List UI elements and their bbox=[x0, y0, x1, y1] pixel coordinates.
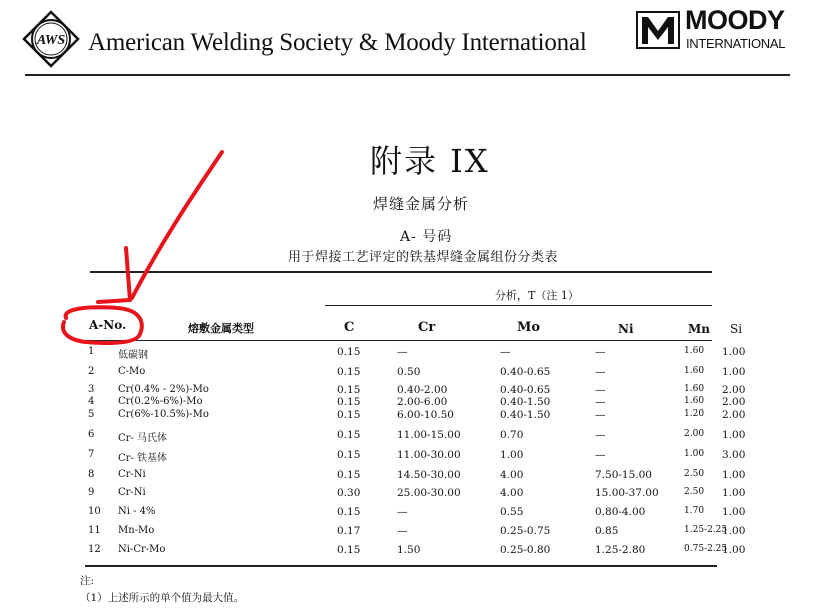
table-caption: 用于焊接工艺评定的铁基焊缝金属组份分类表 bbox=[288, 250, 559, 265]
cell-ni: — bbox=[595, 366, 606, 378]
cell-metal-type: Ni-Cr-Mo bbox=[118, 544, 166, 555]
cell-mn: 1.20 bbox=[684, 409, 705, 419]
cell-metal-type: Cr- 马氏体 bbox=[118, 433, 167, 444]
cell-ni: 0.80-4.00 bbox=[595, 506, 646, 518]
cell-a-number: 11 bbox=[88, 525, 101, 536]
cell-c: 0.15 bbox=[337, 544, 361, 556]
section-subtitle: 焊缝金属分析 bbox=[373, 195, 470, 213]
cell-metal-type: Cr(6%-10.5%)-Mo bbox=[118, 409, 209, 420]
cell-si: 2.00 bbox=[722, 384, 746, 396]
cell-ni: — bbox=[595, 449, 606, 461]
cell-mn: 2.50 bbox=[684, 469, 705, 479]
cell-c: 0.15 bbox=[337, 409, 361, 421]
cell-metal-type: C-Mo bbox=[118, 366, 146, 377]
cell-si: 2.00 bbox=[722, 396, 746, 408]
col-metal-type: 熔敷金属类型 bbox=[188, 322, 254, 335]
cell-ni: — bbox=[595, 409, 606, 421]
cell-a-number: 3 bbox=[88, 384, 95, 395]
header-divider bbox=[25, 74, 790, 76]
cell-a-number: 2 bbox=[88, 366, 95, 377]
cell-si: 1.00 bbox=[722, 506, 746, 518]
cell-mo: 0.25-0.80 bbox=[500, 544, 551, 556]
cell-mo: 1.00 bbox=[500, 449, 524, 461]
cell-si: 1.00 bbox=[722, 487, 746, 499]
cell-ni: — bbox=[595, 384, 606, 396]
col-c: C bbox=[344, 320, 355, 335]
cell-si: 1.00 bbox=[722, 366, 746, 378]
cell-mo: 0.40-0.65 bbox=[500, 366, 551, 378]
cell-mo: 4.00 bbox=[500, 487, 524, 499]
cell-cr: — bbox=[397, 525, 408, 537]
cell-si: 1.00 bbox=[722, 525, 746, 537]
cell-mo: 0.40-0.65 bbox=[500, 384, 551, 396]
moody-wordmark: MOODY bbox=[685, 5, 785, 35]
cell-c: 0.15 bbox=[337, 429, 361, 441]
cell-metal-type: Cr- 铁基体 bbox=[118, 453, 167, 464]
cell-mo: — bbox=[500, 346, 511, 358]
note-1: （1）上述所示的单个值为最大值。 bbox=[80, 592, 245, 604]
moody-subtitle: INTERNATIONAL bbox=[686, 36, 786, 51]
cell-c: 0.15 bbox=[337, 396, 361, 408]
cell-metal-type: Ni - 4% bbox=[118, 506, 156, 517]
cell-c: 0.15 bbox=[337, 384, 361, 396]
cell-cr: 1.50 bbox=[397, 544, 421, 556]
cell-metal-type: Cr(0.2%-6%)-Mo bbox=[118, 396, 203, 407]
header-title: American Welding Society & Moody International bbox=[88, 29, 587, 56]
cell-si: 1.00 bbox=[722, 469, 746, 481]
cell-mn: 1.60 bbox=[684, 346, 705, 356]
cell-c: 0.15 bbox=[337, 346, 361, 358]
cell-a-number: 8 bbox=[88, 469, 95, 480]
cell-c: 0.15 bbox=[337, 506, 361, 518]
cell-mo: 0.25-0.75 bbox=[500, 525, 551, 537]
cell-ni: — bbox=[595, 396, 606, 408]
cell-mo: 0.70 bbox=[500, 429, 524, 441]
cell-mo: 0.55 bbox=[500, 506, 524, 518]
cell-cr: 0.40-2.00 bbox=[397, 384, 448, 396]
header-bottom-rule bbox=[85, 340, 712, 341]
cell-a-number: 5 bbox=[88, 409, 95, 420]
aws-logo-icon bbox=[22, 10, 80, 68]
cell-si: 1.00 bbox=[722, 346, 746, 358]
cell-metal-type: Cr-Ni bbox=[118, 487, 146, 498]
cell-c: 0.15 bbox=[337, 469, 361, 481]
cell-cr: 6.00-10.50 bbox=[397, 409, 454, 421]
analysis-rule bbox=[325, 305, 712, 306]
cell-cr: — bbox=[397, 506, 408, 518]
cell-a-number: 6 bbox=[88, 429, 95, 440]
cell-ni: 0.85 bbox=[595, 525, 619, 537]
cell-ni: — bbox=[595, 429, 606, 441]
cell-mn: 1.60 bbox=[684, 366, 705, 376]
cell-ni: — bbox=[595, 346, 606, 358]
col-mn: Mn bbox=[688, 322, 711, 336]
cell-mn: 1.60 bbox=[684, 396, 705, 406]
cell-mn: 2.00 bbox=[684, 429, 705, 439]
cell-mn: 0.75-2.25 bbox=[684, 544, 728, 554]
cell-ni: 1.25-2.80 bbox=[595, 544, 646, 556]
cell-mn: 1.00 bbox=[684, 449, 705, 459]
analysis-header: 分析，T（注 1） bbox=[495, 289, 579, 302]
cell-mn: 1.70 bbox=[684, 506, 705, 516]
col-a-number: A-No. bbox=[89, 318, 127, 332]
cell-c: 0.15 bbox=[337, 449, 361, 461]
cell-mo: 0.40-1.50 bbox=[500, 396, 551, 408]
cell-c: 0.17 bbox=[337, 525, 361, 537]
cell-c: 0.15 bbox=[337, 366, 361, 378]
cell-a-number: 1 bbox=[88, 346, 95, 357]
cell-a-number: 4 bbox=[88, 396, 95, 407]
cell-cr: 25.00-30.00 bbox=[397, 487, 461, 499]
moody-logo-icon bbox=[636, 11, 680, 49]
cell-a-number: 7 bbox=[88, 449, 95, 460]
notes-label: 注: bbox=[80, 575, 95, 587]
col-cr: Cr bbox=[418, 320, 436, 335]
cell-cr: — bbox=[397, 346, 408, 358]
cell-si: 3.00 bbox=[722, 449, 746, 461]
col-ni: Ni bbox=[618, 322, 634, 336]
appendix-title: 附录 IX bbox=[370, 142, 490, 180]
cell-mo: 0.40-1.50 bbox=[500, 409, 551, 421]
cell-c: 0.30 bbox=[337, 487, 361, 499]
cell-cr: 14.50-30.00 bbox=[397, 469, 461, 481]
cell-a-number: 12 bbox=[88, 544, 101, 555]
cell-si: 1.00 bbox=[722, 429, 746, 441]
a-number-heading: A- 号码 bbox=[400, 229, 453, 245]
cell-mn: 1.60 bbox=[684, 384, 705, 394]
cell-si: 2.00 bbox=[722, 409, 746, 421]
cell-metal-type: Mn-Mo bbox=[118, 525, 155, 536]
cell-cr: 2.00-6.00 bbox=[397, 396, 448, 408]
cell-metal-type: 低碳钢 bbox=[118, 350, 148, 361]
cell-mn: 2.50 bbox=[684, 487, 705, 497]
cell-a-number: 9 bbox=[88, 487, 95, 498]
col-si: Si bbox=[730, 322, 743, 336]
svg-text:AWS: AWS bbox=[36, 33, 66, 48]
cell-ni: 15.00-37.00 bbox=[595, 487, 659, 499]
cell-metal-type: Cr(0.4% - 2%)-Mo bbox=[118, 384, 209, 395]
page-header bbox=[0, 0, 815, 80]
cell-metal-type: Cr-Ni bbox=[118, 469, 146, 480]
cell-mn: 1.25-2.25 bbox=[684, 525, 728, 535]
annotation-arrow-icon bbox=[132, 152, 222, 298]
cell-cr: 11.00-30.00 bbox=[397, 449, 461, 461]
cell-cr: 0.50 bbox=[397, 366, 421, 378]
annotation-arrowhead-icon bbox=[98, 248, 130, 302]
cell-si: 1.00 bbox=[722, 544, 746, 556]
cell-cr: 11.00-15.00 bbox=[397, 429, 461, 441]
col-mo: Mo bbox=[517, 320, 541, 335]
cell-mo: 4.00 bbox=[500, 469, 524, 481]
table-bottom-rule bbox=[85, 565, 717, 567]
cell-a-number: 10 bbox=[88, 506, 101, 517]
cell-ni: 7.50-15.00 bbox=[595, 469, 652, 481]
table-top-rule bbox=[90, 271, 712, 273]
